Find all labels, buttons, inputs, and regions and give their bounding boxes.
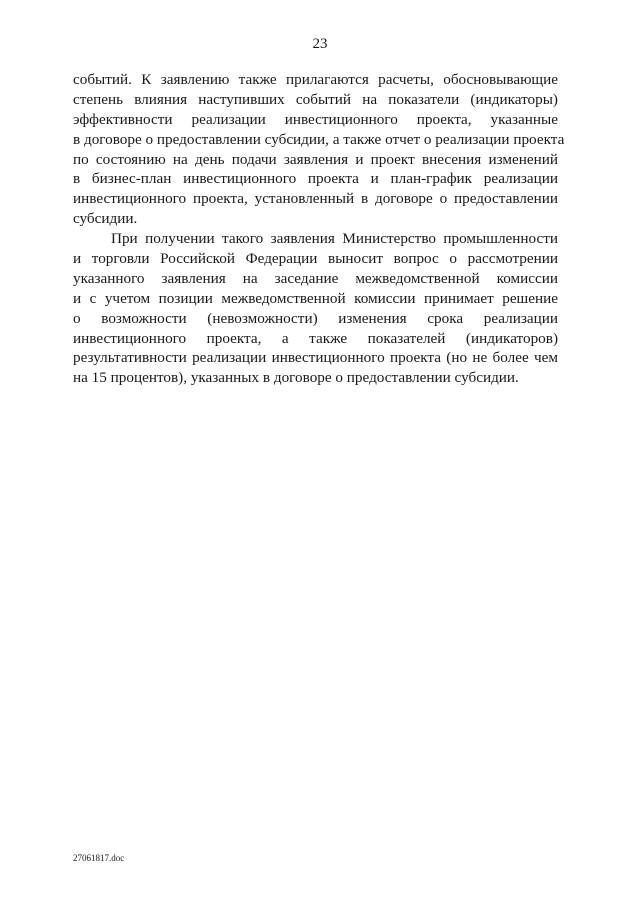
- text-line: субсидии.: [73, 210, 138, 228]
- text-line: результативности реализации инвестиционного проекта (но не более чем: [73, 349, 558, 367]
- text-line: событий. К заявлению также прилагаются расчеты, обосновывающие: [73, 71, 558, 88]
- text-line: инвестиционного проекта, установленный в договоре о предоставлении: [73, 190, 558, 208]
- paragraph-2: [73, 229, 558, 388]
- text-line: и торговли Российской Федерации выносит вопрос о рассмотрении: [73, 250, 558, 268]
- paragraph-1: [73, 70, 565, 229]
- text-line: степень влияния наступивших событий на показатели (индикаторы): [73, 90, 558, 108]
- text-line: на 15 процентов), указанных в договоре о предоставлении субсидии.: [73, 369, 519, 387]
- text-line: и с учетом позиции межведомственной комиссии принимает решение: [73, 289, 558, 307]
- text-line: по состоянию на день подачи заявления и проект внесения изменений: [73, 150, 558, 168]
- page-number: 23: [312, 36, 328, 52]
- text-line: о возможности (невозможности) изменения срока реализации: [73, 309, 558, 327]
- text-line: в бизнес-план инвестиционного проекта и план-график реализации: [73, 170, 558, 188]
- text-line: в договоре о предоставлении субсидии, а также отчет о реализации проекта: [73, 130, 565, 148]
- text-line: указанного заявления на заседание межведомственной комиссии: [73, 269, 558, 287]
- text-line: эффективности реализации инвестиционного проекта, указанные: [73, 110, 558, 128]
- footer-filename: 27061817.doc: [73, 853, 125, 863]
- text-line: инвестиционного проекта, а также показателей (индикаторов): [73, 329, 558, 347]
- document-body: [73, 70, 565, 388]
- text-line: При получении такого заявления Министерство промышленности: [111, 230, 558, 248]
